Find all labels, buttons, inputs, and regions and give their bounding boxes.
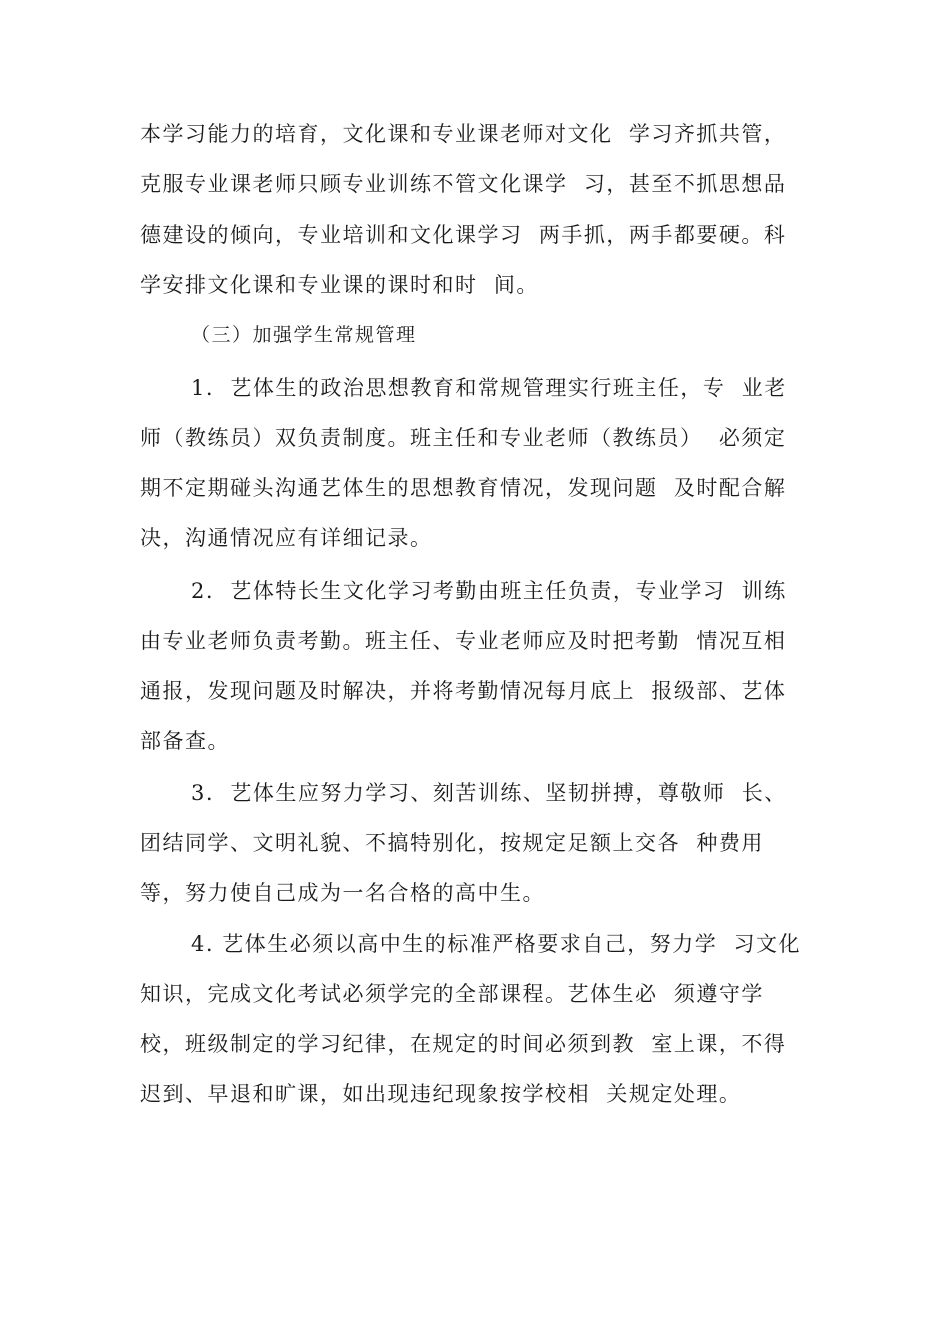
item2-line-1: 2. 艺体特长生文化学习考勤由班主任负责，专业学习 训练 <box>191 579 787 603</box>
item2-line-2: 由专业老师负责考勤。班主任、专业老师应及时把考勤 情况互相 <box>140 629 787 653</box>
item1-line-2: 师（教练员）双负责制度。班主任和专业老师（教练员） 必须定 <box>140 426 787 450</box>
intro-line-1: 本学习能力的培育，文化课和专业课老师对文化 学习齐抓共管， <box>140 122 787 146</box>
intro-line-4: 学安排文化课和专业课的课时和时 间。 <box>140 273 539 297</box>
item4-line-1: 4. 艺体生必须以高中生的标准严格要求自己，努力学 习文化 <box>191 932 802 956</box>
item2-line-3: 通报，发现问题及时解决，并将考勤情况每月底上 报级部、艺体 <box>140 679 787 703</box>
item1-line-4: 决，沟通情况应有详细记录。 <box>140 526 433 550</box>
section-heading: （三）加强学生常规管理 <box>191 324 417 346</box>
item3-line-1: 3. 艺体生应努力学习、刻苦训练、坚韧拼搏，尊敬师 长、 <box>191 781 787 805</box>
item1-line-1: 1. 艺体生的政治思想教育和常规管理实行班主任，专 业老 <box>191 376 787 400</box>
item4-line-2: 知识，完成文化考试必须学完的全部课程。艺体生必 须遵守学 <box>140 982 764 1006</box>
item4-line-3: 校，班级制定的学习纪律，在规定的时间必须到教 室上课，不得 <box>140 1032 787 1056</box>
item4-line-4: 迟到、早退和旷课，如出现违纪现象按学校相 关规定处理。 <box>140 1082 742 1106</box>
item1-line-3: 期不定期碰头沟通艺体生的思想教育情况，发现问题 及时配合解 <box>140 476 787 500</box>
item3-line-2: 团结同学、文明礼貌、不搞特别化，按规定足额上交各 种费用 <box>140 831 764 855</box>
intro-line-2: 克服专业课老师只顾专业训练不管文化课学 习，甚至不抓思想品 <box>140 172 787 196</box>
intro-line-3: 德建设的倾向，专业培训和文化课学习 两手抓，两手都要硬。科 <box>140 223 787 247</box>
item3-line-3: 等，努力使自己成为一名合格的高中生。 <box>140 881 545 905</box>
item2-line-4: 部备查。 <box>140 729 230 753</box>
